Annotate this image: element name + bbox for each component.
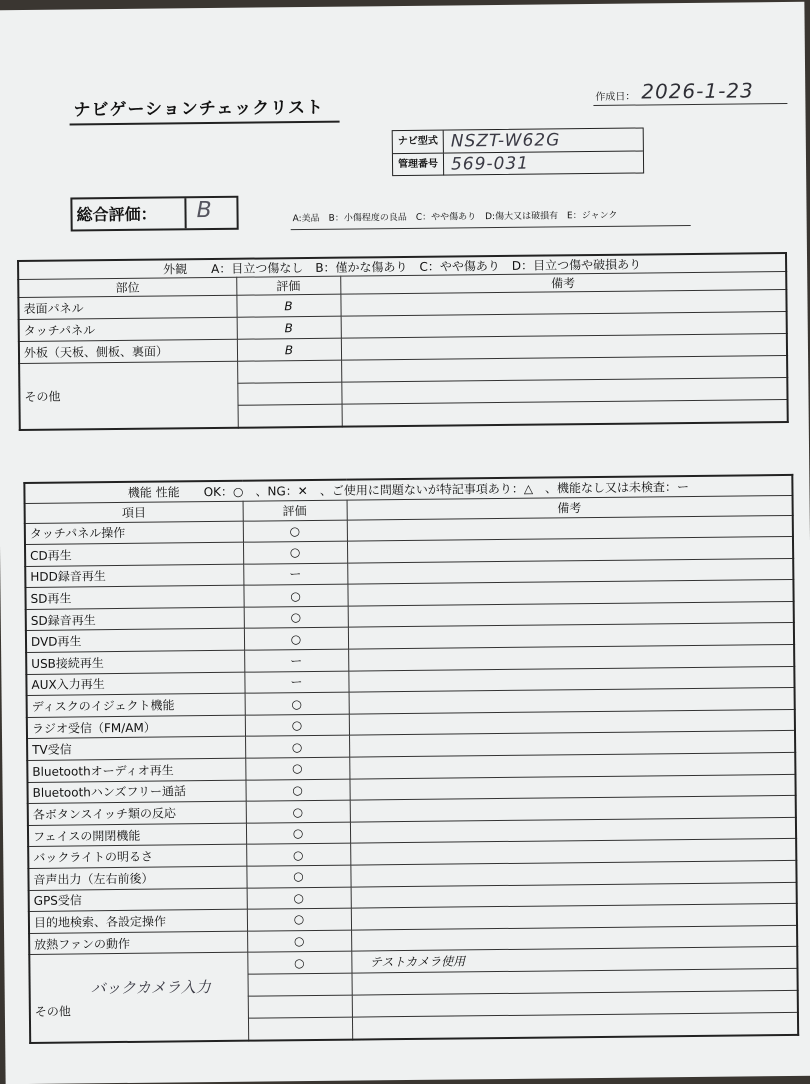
- overall-legend: A:美品 B：小傷程度の良品 C：やや傷あり D:傷大又は破損有 E：ジャンク: [292, 210, 618, 225]
- overall-divider: [184, 198, 186, 228]
- item-mark: ○: [245, 714, 349, 737]
- item-mark: ○: [245, 779, 349, 802]
- part-grade: B: [237, 338, 341, 361]
- item-name: タッチパネル操作: [25, 521, 243, 545]
- model-label: ナビ型式: [393, 131, 444, 154]
- other-grade: [237, 382, 341, 405]
- item-name: GPS受信: [29, 888, 247, 912]
- appearance-legend: 外観 A：目立つ傷なし B：僅かな傷あり C：やや傷あり D：目立つ傷や破損あり: [18, 253, 786, 280]
- item-name: USB接続再生: [26, 650, 244, 674]
- other-note: [352, 1013, 798, 1040]
- legend-underline: [291, 225, 691, 230]
- model-value: NSZT-W62G: [450, 130, 561, 152]
- mgmt-value: 569-031: [450, 153, 530, 175]
- item-name: 放熱ファンの動作: [29, 931, 247, 955]
- item-name: AUX入力再生: [26, 672, 244, 696]
- other-note: テストカメラ使用: [351, 947, 797, 974]
- part-name: タッチパネル: [19, 317, 237, 341]
- other-mark: [248, 973, 352, 996]
- item-mark: ○: [243, 520, 347, 543]
- part-grade: B: [236, 294, 340, 317]
- other-grade: [237, 360, 341, 383]
- col-grade: 評価: [236, 276, 340, 295]
- checklist-sheet: [0, 2, 810, 1084]
- page-title: ナビゲーションチェックリスト: [73, 97, 325, 121]
- other-mark: [248, 1017, 352, 1040]
- item-name: Bluetoothオーディオ再生: [27, 758, 245, 782]
- item-mark: ー: [243, 563, 347, 586]
- item-name: TV受信: [27, 737, 245, 761]
- overall-rating-box: [70, 196, 238, 232]
- item-mark: ○: [247, 930, 351, 953]
- function-legend: 機能 性能 OK：○ 、NG：✕ 、ご使用に問題ないが特記事項あり：△ 、機能なし又は未検査：ー: [24, 475, 792, 503]
- mgmt-row: [393, 150, 643, 176]
- item-mark: ○: [246, 822, 350, 845]
- other-grade: [238, 404, 342, 427]
- other-note: [342, 399, 788, 426]
- overall-value: B: [196, 198, 212, 224]
- item-mark: ○: [246, 843, 350, 866]
- item-name: バックライトの明るさ: [28, 845, 246, 869]
- other-label: [29, 953, 248, 1043]
- item-mark: ○: [243, 541, 347, 564]
- other-mark: [248, 995, 352, 1018]
- item-mark: ○: [243, 584, 347, 607]
- date-label: 作成日：: [595, 91, 636, 103]
- overall-label: 総合評価：: [76, 204, 157, 225]
- col-grade: 評価: [243, 500, 347, 521]
- col-part: 部位: [18, 277, 236, 297]
- item-mark: ー: [244, 671, 348, 694]
- item-name: HDD録音再生: [25, 564, 243, 588]
- item-name: フェイスの開閉機能: [28, 823, 246, 847]
- item-mark: ー: [244, 649, 348, 672]
- col-item: 項目: [25, 501, 243, 523]
- item-name: Bluetoothハンズフリー通話: [27, 780, 245, 804]
- model-row: [393, 128, 643, 153]
- item-mark: ○: [247, 908, 351, 931]
- mgmt-label: 管理番号: [393, 154, 444, 177]
- item-mark: ○: [245, 692, 349, 715]
- item-name: ディスクのイジェクト機能: [27, 693, 245, 717]
- item-mark: ○: [245, 736, 349, 759]
- part-name: 表面パネル: [18, 295, 236, 319]
- item-mark: ○: [245, 757, 349, 780]
- appearance-table: [17, 252, 789, 431]
- item-mark: ○: [246, 865, 350, 888]
- title-underline: [70, 121, 340, 126]
- item-name: ラジオ受信（FM/AM）: [27, 715, 245, 739]
- function-table: [23, 474, 799, 1044]
- col-note: 備考: [347, 495, 793, 520]
- other-label: その他: [19, 361, 238, 429]
- other-label-text: その他: [34, 1004, 71, 1019]
- other-item-name: バックカメラ入力: [90, 977, 211, 997]
- item-name: DVD再生: [26, 629, 244, 653]
- item-name: 目的地検索、各設定操作: [29, 909, 247, 933]
- item-name: SD再生: [25, 585, 243, 609]
- model-info-box: [392, 127, 644, 176]
- item-name: CD再生: [25, 542, 243, 566]
- part-name: 外板（天板、側板、裏面）: [19, 339, 237, 363]
- item-mark: ○: [244, 628, 348, 651]
- item-name: 各ボタンスイッチ類の反応: [28, 801, 246, 825]
- item-name: SD録音再生: [26, 607, 244, 631]
- item-mark: ○: [247, 887, 351, 910]
- other-mark: ○: [247, 951, 351, 974]
- date-underline: [593, 103, 787, 106]
- date-value: 2026-1-23: [641, 78, 754, 104]
- item-mark: ○: [244, 606, 348, 629]
- part-grade: B: [237, 316, 341, 339]
- item-mark: ○: [246, 800, 350, 823]
- item-name: 音声出力（左右前後）: [28, 866, 246, 890]
- col-note: 備考: [340, 271, 786, 294]
